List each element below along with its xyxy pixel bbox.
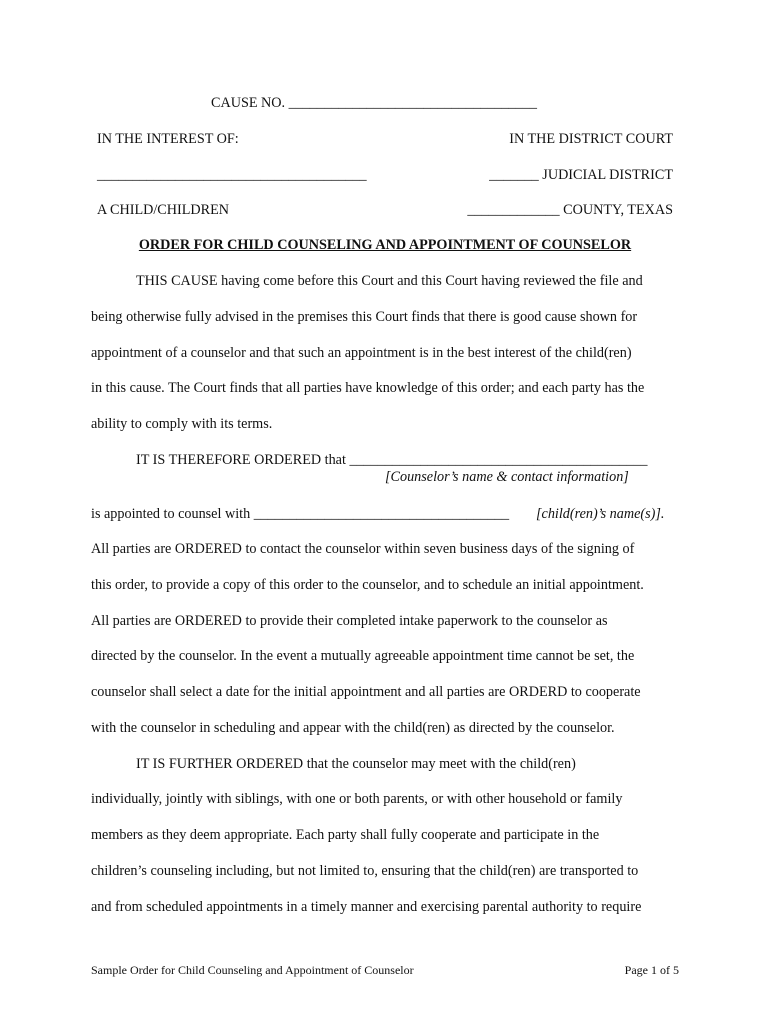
paragraph-line: THIS CAUSE having come before this Court and this Court having reviewed the file and [136,273,643,289]
paragraph-line: children’s counseling including, but not limited to, ensuring that the child(ren) are transported to [91,863,639,879]
footer-title: Sample Order for Child Counseling and Appointment of Counselor [91,963,414,977]
child-name-blank: ______________________________________ [97,167,367,183]
child-children-label: A CHILD/CHILDREN [97,202,230,218]
document-title: ORDER FOR CHILD COUNSELING AND APPOINTMENT OF COUNSELOR [138,237,632,253]
cause-number: CAUSE NO. ___________________________________ [211,95,537,111]
paragraph-line: this order, to provide a copy of this order to the counselor, and to schedule an initial appointment. [91,577,644,593]
paragraph-line: appointment of a counselor and that such an appointment is in the best interest of the child(ren) [91,345,632,361]
district-court-label: IN THE DISTRICT COURT [509,131,673,147]
ordered-counselor-line: IT IS THEREFORE ORDERED that __________________________________________ [136,452,648,468]
children-caption: [child(ren)’s name(s)]. [536,506,665,522]
counselor-caption: [Counselor’s name & contact information] [385,469,629,485]
paragraph-line: counselor shall select a date for the initial appointment and all parties are ORDERD to cooperate [91,684,641,700]
paragraph-line: and from scheduled appointments in a timely manner and exercising parental authority to require [91,899,642,915]
paragraph-line: individually, jointly with siblings, with one or both parents, or with other household or family [91,791,623,807]
paragraph-line: ability to comply with its terms. [91,416,273,432]
paragraph-line: being otherwise fully advised in the premises this Court finds that there is good cause shown for [91,309,638,325]
paragraph-line: All parties are ORDERED to provide their completed intake paperwork to the counselor as [91,613,608,629]
interest-of-label: IN THE INTEREST OF: [97,131,239,147]
judicial-district-label: _______ JUDICIAL DISTRICT [489,167,673,183]
paragraph-line: IT IS FURTHER ORDERED that the counselor may meet with the child(ren) [136,756,576,772]
paragraph-line: in this cause. The Court finds that all parties have knowledge of this order; and each party has the [91,380,645,396]
paragraph-line: with the counselor in scheduling and appear with the child(ren) as directed by the counselor. [91,720,615,736]
paragraph-line: directed by the counselor. In the event a mutually agreeable appointment time cannot be set, the [91,648,635,664]
paragraph-line: members as they deem appropriate. Each party shall fully cooperate and participate in the [91,827,600,843]
county-texas-label: _____________ COUNTY, TEXAS [467,202,673,218]
appointed-line: is appointed to counsel with ____________________________________ [91,506,510,522]
page-number: Page 1 of 5 [624,963,679,977]
paragraph-line: All parties are ORDERED to contact the counselor within seven business days of the signing of [91,541,635,557]
